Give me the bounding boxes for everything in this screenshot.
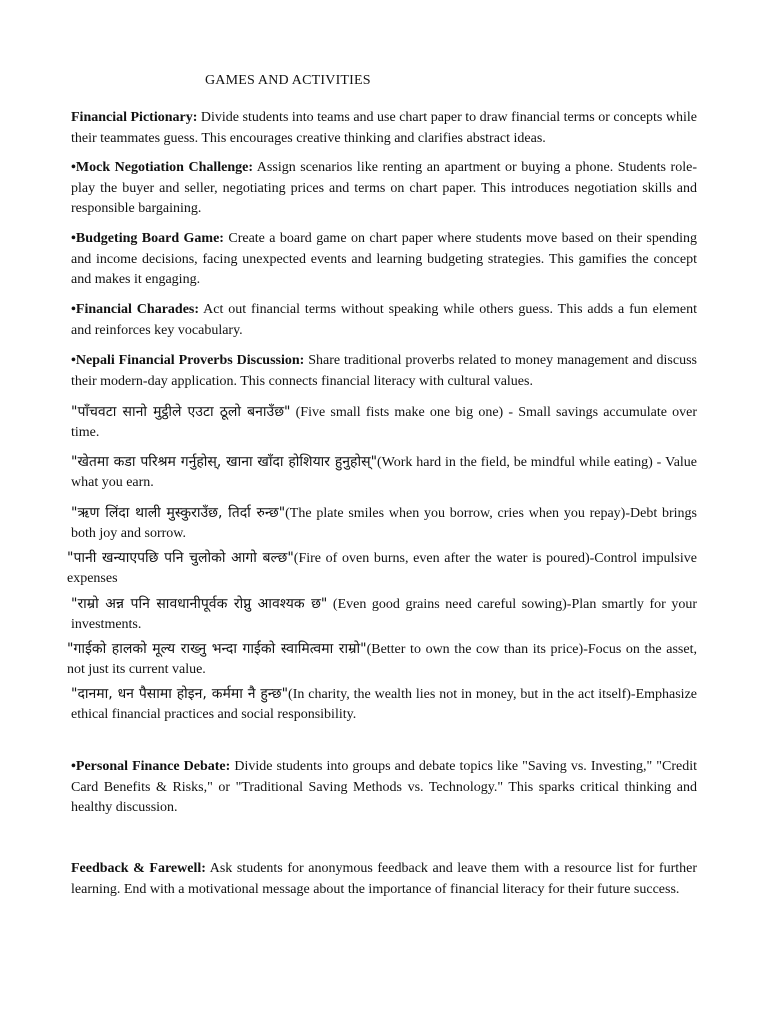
activity-label: Feedback & Farewell: <box>71 861 206 876</box>
proverb-english: (Five small fists make one big one) - Small savings accumulate over time. <box>71 405 697 440</box>
activity-text: Share traditional proverbs related to money management and discuss their modern-day application. This connects financial literacy with cultural values. <box>71 353 697 389</box>
proverb-english: (Fire of oven burns, even after the water is poured)-Control impulsive expenses <box>67 551 697 586</box>
activity-budgeting-board-game <box>71 229 697 291</box>
proverb-item <box>67 548 697 589</box>
activity-financial-pictionary <box>71 108 697 149</box>
activity-text: Divide students into groups and debate topics like "Saving vs. Investing," "Credit Card Benefits & Risks," or "Traditional Saving Methods vs. Technology." This sparks critical thinking and healthy discussion. <box>71 759 697 815</box>
proverb-nepali: "पानी खन्याएपछि पनि चुलोको आगो बल्छ" <box>67 550 294 566</box>
proverb-english: (Work hard in the field, be mindful while eating) - Value what you earn. <box>71 455 698 490</box>
proverb-item <box>71 402 697 443</box>
proverb-english: (In charity, the wealth lies not in money, but in the act itself)-Emphasize ethical financial practices and social responsibility. <box>71 687 697 722</box>
proverb-item <box>71 594 697 635</box>
proverb-nepali: "गाईको हालको मूल्य राख्नु भन्दा गाईको स्वामित्वमा राम्रो" <box>67 641 367 657</box>
proverb-item <box>71 503 697 544</box>
activity-label: Financial Pictionary: <box>71 110 198 125</box>
activity-personal-finance-debate <box>71 757 697 819</box>
activity-label: •Mock Negotiation Challenge: <box>71 160 254 175</box>
proverb-item <box>67 639 697 680</box>
proverb-nepali: "राम्रो अन्न पनि सावधानीपूर्वक रोप्नु आवश्यक छ" <box>71 596 328 612</box>
activity-label: •Nepali Financial Proverbs Discussion: <box>71 353 305 368</box>
page-title: GAMES AND ACTIVITIES <box>205 73 371 88</box>
proverb-english: (Even good grains need careful sowing)-Plan smartly for your investments. <box>71 597 697 632</box>
proverb-nepali: "पाँचवटा सानो मुट्ठीले एउटा ठूलो बनाउँछ" <box>71 404 291 420</box>
proverb-nepali: "ऋण लिंदा थाली मुस्कुराउँछ, तिर्दा रुन्छ" <box>71 505 286 521</box>
activity-label: •Personal Finance Debate: <box>71 759 231 774</box>
activity-text: Create a board game on chart paper where students move based on their spending and income decisions, facing unexpected events and learning budgeting strategies. This gamifies the concept and makes it engaging. <box>71 231 697 287</box>
activity-text: Ask students for anonymous feedback and leave them with a resource list for further learning. End with a motivational message about the importance of financial literacy for their future success. <box>71 861 697 897</box>
proverb-item <box>71 452 697 493</box>
activity-text: Divide students into teams and use chart paper to draw financial terms or concepts while their teammates guess. This encourages creative thinking and clarifies abstract ideas. <box>71 110 697 146</box>
activity-label: •Budgeting Board Game: <box>71 231 224 246</box>
proverb-item <box>71 684 697 725</box>
activity-financial-charades <box>71 300 697 341</box>
activity-text: Assign scenarios like renting an apartment or buying a phone. Students role-play the buyer and seller, negotiating prices and terms on chart paper. This introduces negotiation skills and responsible bargaining. <box>71 160 697 216</box>
activity-nepali-proverbs <box>71 351 697 392</box>
activity-text: Act out financial terms without speaking while others guess. This adds a fun element and reinforces key vocabulary. <box>71 302 697 338</box>
activity-feedback-farewell <box>71 859 697 900</box>
proverb-english: (The plate smiles when you borrow, cries when you repay)-Debt brings both joy and sorrow. <box>71 506 697 541</box>
activity-label: •Financial Charades: <box>71 302 200 317</box>
proverb-nepali: "खेतमा कडा परिश्रम गर्नुहोस्, खाना खाँदा होशियार हुनुहोस्" <box>71 454 378 470</box>
proverb-nepali: "दानमा, धन पैसामा होइन, कर्ममा नै हुन्छ" <box>71 686 289 702</box>
activity-mock-negotiation <box>71 158 697 220</box>
proverb-english: (Better to own the cow than its price)-Focus on the asset, not just its current value. <box>67 642 697 677</box>
